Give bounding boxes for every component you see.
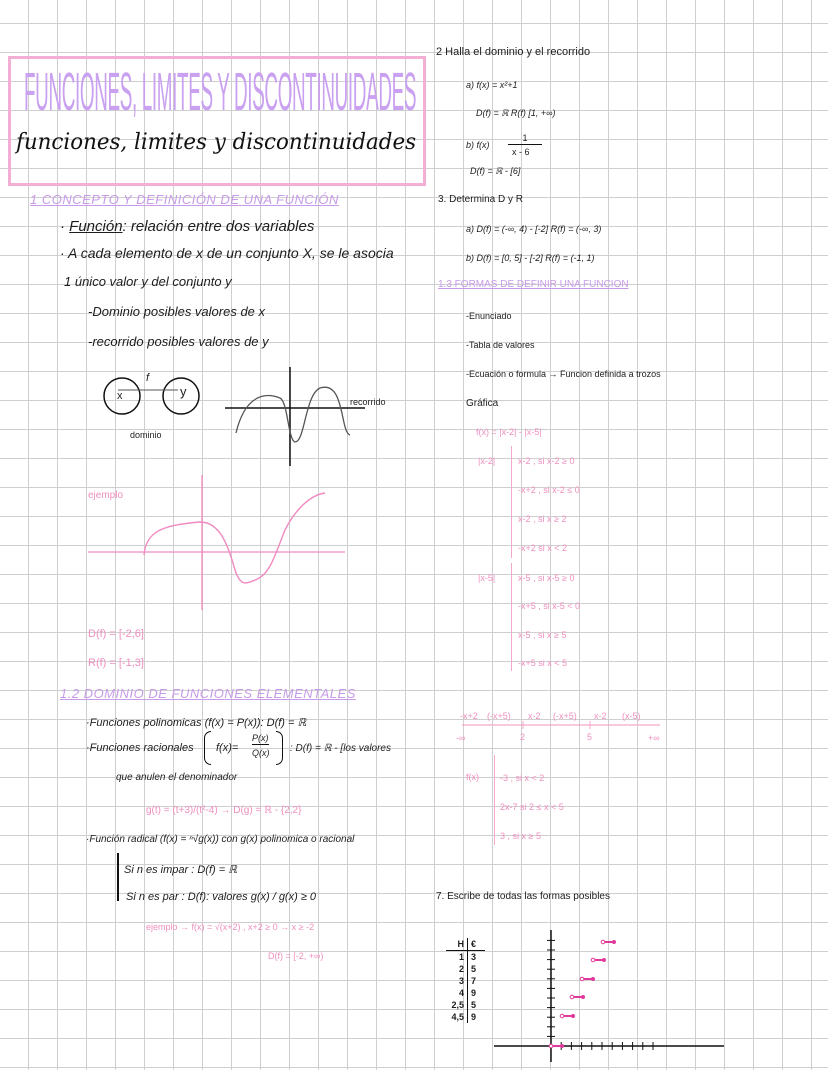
question-2a-answer: D(f) = ℝ R(f) [1, +∞) (476, 108, 556, 118)
even-case: Si n es par : D(f): valores g(x) / g(x) ≥ 0 (126, 891, 317, 903)
bullet-2a-text: A cada elemento de x de un conjunto X, se le asocia (68, 245, 394, 261)
table-row (446, 963, 485, 975)
table-row (446, 1011, 485, 1023)
diagram-x: x (117, 390, 123, 402)
table-cell-e: 5 (471, 964, 477, 974)
abs1-case: -x+2 si x < 2 (518, 543, 568, 553)
rational-rule-domain: : D(f) = ℝ - [los valores (290, 743, 391, 754)
abs2-case: x-5 , si x ≥ 5 (518, 630, 567, 640)
table-row (446, 975, 485, 987)
rational-rule-note: que anulen el denominador (116, 772, 238, 783)
interval-top-1: -x+2 (460, 711, 478, 721)
paren-close (276, 731, 283, 765)
case-bracket (117, 853, 123, 901)
table-row (446, 999, 485, 1011)
abs1-label: |x-2| (478, 456, 496, 466)
open-point (580, 977, 584, 981)
question-3b: b) D(f) = [0, 5] - [-2] R(f) = (-1, 1) (466, 253, 595, 263)
result-case: -3 , si x < 2 (500, 773, 545, 783)
definition-line: · Función: relación entre dos variables (60, 218, 315, 235)
interval-top-6: (x-5) (622, 711, 641, 721)
abs1-bracket (511, 446, 512, 558)
piecewise-f: f(x) = |x-2| - |x-5| (476, 427, 542, 437)
question-2b-denominator: x - 6 (512, 147, 530, 157)
question-3: 3. Determina D y R (438, 194, 524, 205)
table-cell-e: 3 (471, 952, 477, 962)
interval-top-4: (-x+5) (553, 711, 577, 721)
table-cell-e: 9 (471, 988, 477, 998)
abs2-case: -x+5 si x < 5 (518, 658, 568, 668)
definition-term: Función (69, 218, 123, 235)
open-point (560, 1014, 564, 1018)
rational-lhs: f(x)= (216, 742, 239, 754)
recorrido-line: -recorrido posibles valores de y (88, 334, 269, 349)
interval-bottom-3: 5 (587, 732, 593, 742)
rational-rule-label: ·Funciones racionales (86, 742, 194, 754)
form-1: -Enunciado (466, 311, 512, 321)
example-range: R(f) = [-1,3] (88, 657, 144, 669)
table-cell-h: 4,5 (446, 1011, 468, 1023)
question-2b-lhs: b) f(x) (466, 140, 490, 150)
table-header-h: H (446, 938, 468, 950)
table-cell-h: 2 (446, 963, 468, 975)
radical-example: ejemplo → f(x) = √(x+2) , x+2 ≥ 0 → x ≥ -2 (146, 922, 315, 932)
abs2-case: x-5 , si x-5 ≥ 0 (518, 573, 575, 583)
result-bracket (494, 755, 495, 845)
diagram-dominio: dominio (130, 430, 162, 440)
open-point (601, 940, 605, 944)
table-cell-e: 5 (471, 1000, 477, 1010)
question-2a: a) f(x) = x²+1 (466, 80, 518, 90)
open-point (570, 995, 574, 999)
abs1-case: x-2 , si x-2 ≥ 0 (518, 456, 575, 466)
interval-bottom-1: -∞ (456, 733, 466, 743)
ejemplo-label: ejemplo (88, 490, 124, 501)
abs2-label: |x-5| (478, 573, 496, 583)
odd-case: Si n es impar : D(f) = ℝ (124, 864, 237, 876)
question-7-graph (0, 0, 1, 1)
closed-point (602, 958, 606, 962)
closed-point (581, 995, 585, 999)
dominio-line: -Dominio posibles valores de x (88, 304, 266, 319)
open-point (549, 1044, 553, 1048)
diagram-y: y (180, 384, 187, 399)
form-3: -Ecuación o formula → Funcion definida a trozos (466, 369, 661, 379)
value-table (446, 938, 485, 1023)
paren-open (204, 731, 211, 765)
table-header-e: € (471, 939, 477, 949)
open-point (591, 958, 595, 962)
question-2: 2 Halla el dominio y el recorrido (436, 46, 591, 58)
abs1-case: -x+2 , si x-2 ≤ 0 (518, 485, 580, 495)
table-cell-h: 4 (446, 987, 468, 999)
rational-denominator: Q(x) (252, 748, 270, 758)
table-cell-h: 2,5 (446, 999, 468, 1011)
diagram-recorrido: recorrido (350, 397, 386, 407)
interval-bottom-4: +∞ (648, 733, 660, 743)
radical-example-result: D(f) = [-2, +∞) (268, 951, 324, 961)
example-domain: D(f) = [-2,6] (88, 628, 144, 640)
interval-bottom-2: 2 (520, 732, 526, 742)
table-cell-h: 1 (446, 951, 468, 963)
abs2-bracket (511, 563, 512, 671)
table-row (446, 951, 485, 963)
interval-top-5: x-2 (594, 711, 607, 721)
result-case: 3 , si x ≥ 5 (500, 831, 541, 841)
result-label: f(x) (466, 772, 479, 782)
table-body (446, 951, 485, 1023)
title-lettering: FUNCIONES, LIMITES Y DISCONTINUIDADES (24, 62, 417, 122)
interval-top-3: x-2 (528, 711, 541, 721)
table-cell-e: 9 (471, 1012, 477, 1022)
question-7: 7. Escribe de todas las formas posibles (436, 891, 610, 902)
form-4: Gráfica (466, 398, 499, 409)
question-2b-answer: D(f) = ℝ - [6] (470, 166, 521, 176)
rational-numerator: P(x) (252, 733, 269, 743)
closed-point (571, 1014, 575, 1018)
interval-top-2: (-x+5) (487, 711, 511, 721)
section-1-heading: 1 CONCEPTO Y DEFINICIÓN DE UNA FUNCIÓN (30, 192, 339, 207)
table-cell-e: 7 (471, 976, 477, 986)
radical-rule: ·Función radical (f(x) = ⁿ√g(x)) con g(x) polinomica o racional (86, 834, 355, 845)
rational-example: g(t) = (t+3)/(t²-4) → D(g) = ℝ - {2,2} (146, 805, 302, 816)
title-script: funciones, limites y discontinuidades (16, 130, 417, 155)
abs1-case: x-2 , si x ≥ 2 (518, 514, 567, 524)
definition-text: : relación entre dos variables (122, 218, 315, 235)
result-case: 2x-7 si 2 ≤ x < 5 (500, 802, 564, 812)
closed-point (612, 940, 616, 944)
form-2: -Tabla de valores (466, 340, 535, 350)
section-12-heading: 1.2 DOMINIO DE FUNCIONES ELEMENTALES (60, 686, 356, 701)
question-2b-numerator: 1 (508, 133, 542, 145)
question-3a: a) D(f) = (-∞, 4) - [-2] R(f) = (-∞, 3) (466, 224, 602, 234)
polynomial-rule: ·Funciones polinomicas (f(x) = P(x)): D(f) = ℝ (86, 717, 307, 729)
table-row (446, 987, 485, 999)
diagram-f: f (146, 372, 150, 384)
bullet-2a: · A cada elemento de x de un conjunto X, se le asocia (60, 245, 394, 261)
bullet-2b: 1 único valor y del conjunto y (64, 274, 232, 289)
table-cell-h: 3 (446, 975, 468, 987)
closed-point (560, 1044, 564, 1048)
abs2-case: -x+5 , si x-5 < 0 (518, 601, 581, 611)
closed-point (591, 977, 595, 981)
section-13-heading: 1.3 FORMAS DE DEFINIR UNA FUNCION (438, 279, 629, 290)
